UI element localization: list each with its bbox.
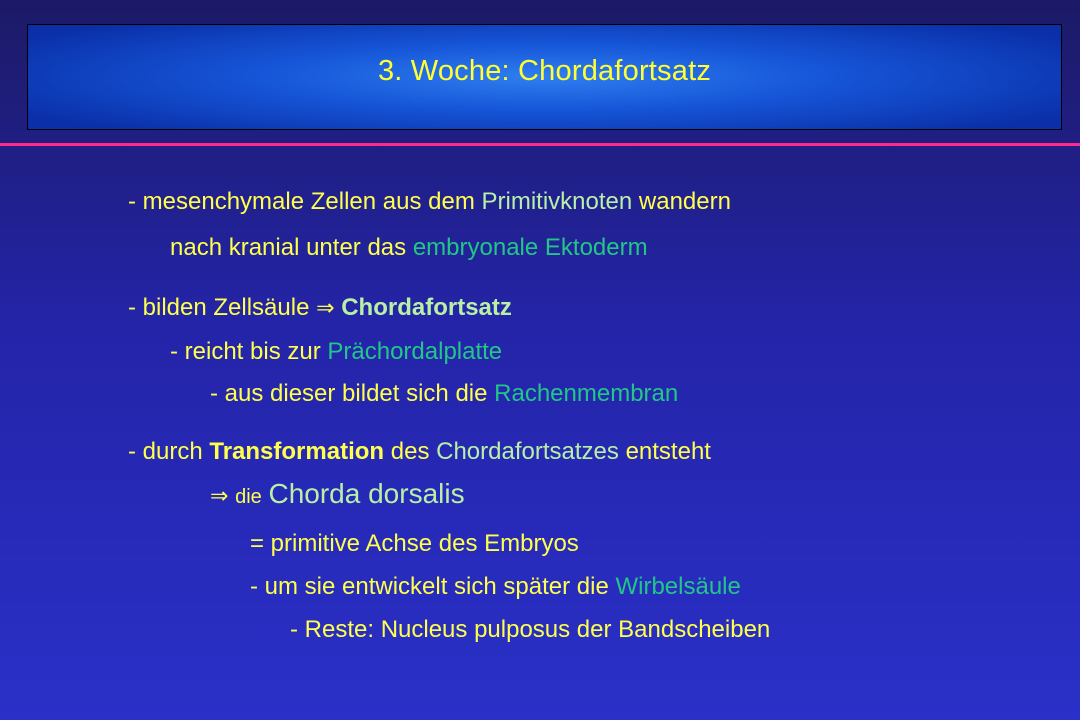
line6-text-a: - durch: [128, 438, 203, 465]
line6-term-chordafortsatzes: Chordafortsatzes: [436, 438, 619, 465]
implies-arrow-icon: ⇒: [316, 296, 335, 321]
line10-text-a: - Reste: Nucleus pulposus der Bandscheiben: [290, 616, 771, 643]
line6-text-e: entsteht: [625, 438, 711, 465]
slide-title: 3. Woche: Chordafortsatz: [377, 54, 712, 87]
bullet-line-1: [128, 188, 731, 216]
title-divider: [0, 143, 1080, 146]
line1-term-primitivknoten: Primitivknoten: [481, 188, 633, 215]
bullet-line-2: [170, 234, 648, 262]
line4-term-praechordalplatte: Prächordalplatte: [327, 338, 503, 365]
line8-text-a: = primitive Achse des Embryos: [250, 530, 579, 557]
line5-term-rachenmembran: Rachenmembran: [494, 380, 679, 407]
line3-term-chordafortsatz: Chordafortsatz: [341, 294, 512, 321]
bullet-line-10: [290, 616, 770, 644]
line3-text-a: - bilden Zellsäule: [128, 294, 310, 321]
bullet-line-5: [210, 380, 678, 408]
line6-text-c: des: [390, 438, 430, 465]
line2-term-ektoderm: embryonale Ektoderm: [412, 234, 648, 261]
line1-text-c: wandern: [638, 188, 731, 215]
line1-text-a: - mesenchymale Zellen aus dem: [128, 188, 475, 215]
bullet-line-6: [128, 438, 711, 466]
implies-arrow-icon: ⇒: [210, 484, 229, 509]
bullet-line-8: [250, 530, 579, 558]
line7-term-chorda-dorsalis: Chorda dorsalis: [268, 478, 465, 509]
bullet-line-4: [170, 338, 502, 366]
bullet-line-9: [250, 573, 741, 601]
line5-text-a: - aus dieser bildet sich die: [210, 380, 488, 407]
line2-text-a: nach kranial unter das: [170, 234, 407, 261]
line9-term-wirbelsaeule: Wirbelsäule: [615, 573, 741, 600]
bullet-line-3: [128, 294, 512, 322]
line9-text-a: - um sie entwickelt sich später die: [250, 573, 609, 600]
title-banner: [27, 24, 1062, 130]
bullet-line-7: [210, 478, 465, 510]
line7-text-a: die: [235, 486, 262, 508]
line6-term-transformation: Transformation: [209, 438, 385, 465]
line4-text-a: - reicht bis zur: [170, 338, 321, 365]
